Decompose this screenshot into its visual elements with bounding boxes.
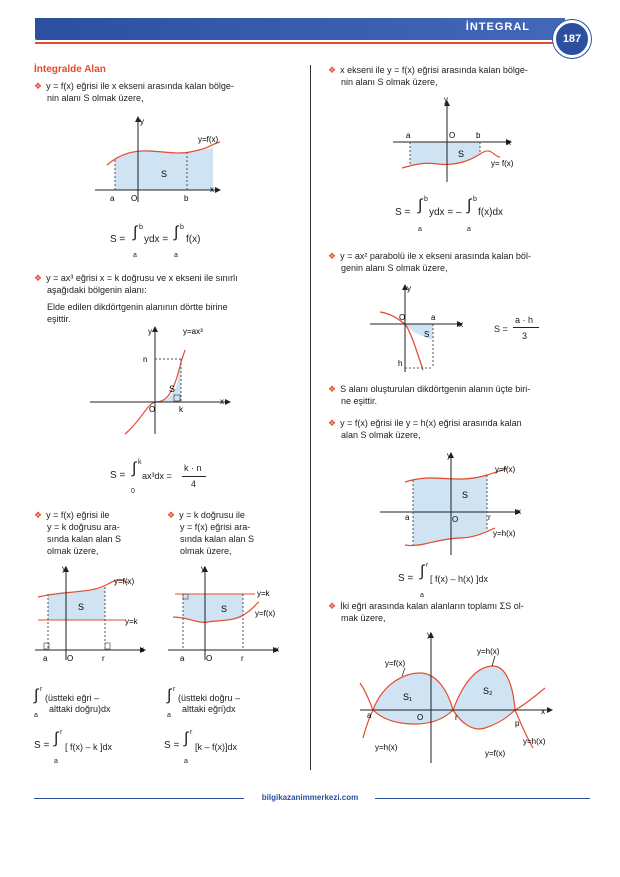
region-label-s1: S₁	[403, 692, 413, 702]
integral-sign: ∫	[132, 460, 137, 477]
bullet-icon: ❖	[328, 65, 337, 75]
bullet-text: genin alanı S olmak üzere,	[341, 263, 448, 273]
formula-mid: ax³dx =	[142, 471, 172, 481]
upper-bound: b	[180, 224, 184, 231]
header-underline	[35, 42, 565, 44]
formula-lhs: S =	[164, 740, 180, 751]
integral-sign: ∫	[54, 730, 59, 747]
bullet-text: y = f(x) eğrisi ile x ekseni arasında kalan bölge-	[46, 81, 234, 91]
fraction-numerator: a · h	[515, 315, 534, 325]
axis-label-x: x	[275, 645, 279, 654]
upper-bound: b	[139, 224, 143, 231]
formula-lhs: S =	[110, 470, 126, 481]
origin-label: O	[452, 515, 459, 524]
bullet-curve-below-axis	[328, 64, 588, 88]
bullet-sum-of-areas	[328, 600, 590, 624]
page-number: 187	[553, 20, 591, 58]
curve-label-top: y=f(x)	[495, 465, 516, 474]
bullet-text: olmak üzere,	[180, 546, 232, 556]
axis-label-x: x	[140, 645, 144, 654]
line-label: y=k	[257, 589, 270, 598]
origin-label: O	[399, 313, 406, 322]
region-label: S	[161, 169, 168, 179]
fraction-numerator: k · n	[184, 463, 202, 473]
origin-label: O	[206, 654, 213, 663]
axis-label-x: x	[507, 138, 511, 147]
axis-label-x: x	[541, 707, 545, 716]
curve-label: y=f(x)	[255, 609, 276, 618]
bullet-text: nin alanı S olmak üzere,	[47, 93, 144, 103]
point-label-a: a	[406, 131, 411, 140]
chapter-title: İNTEGRAL	[465, 21, 530, 33]
curve-label-bottom: y=h(x)	[493, 529, 516, 538]
bullet-text: y = k doğrusu ile	[179, 510, 245, 520]
axis-label-x: x	[210, 185, 214, 194]
bullet-text: olmak üzere,	[47, 546, 99, 556]
lower-bound: 0	[131, 488, 135, 495]
fraction-denominator: 3	[522, 331, 528, 341]
bullet-text: mak üzere,	[341, 613, 386, 623]
axis-label-y: y	[62, 564, 66, 573]
upper-bound: k	[138, 459, 142, 466]
integral-sign: ∫	[34, 687, 39, 704]
point-label-b: b	[184, 194, 189, 203]
axis-label-x: x	[220, 397, 224, 406]
bullet-text: S alanı oluşturulan dikdörtgenin alanın üçte biri-	[340, 384, 531, 394]
point-label-r: r	[488, 513, 491, 522]
graph-area-under-curve	[95, 112, 230, 207]
bullet-text: y = f(x) eğrisi ile	[46, 510, 110, 520]
axis-label-x: x	[517, 507, 521, 516]
section-title: İntegralde Alan	[34, 64, 106, 75]
curve-label: y=f(x)	[114, 577, 135, 586]
upper-bound: b	[424, 196, 428, 203]
bullet-text: y = f(x) eğrisi ile y = h(x) eğrisi arasında kalan	[340, 418, 522, 428]
bullet-icon: ❖	[34, 510, 43, 520]
point-label-a: a	[43, 654, 48, 663]
upper-bound: r	[60, 729, 63, 736]
bullet-text: sında kalan alan S	[47, 534, 122, 544]
bullet-cubic-area	[34, 272, 299, 296]
region-label: S	[462, 490, 469, 500]
fraction-bar	[513, 327, 539, 328]
formula-lhs: S =	[398, 573, 414, 584]
axis-label-x: x	[459, 320, 463, 329]
bullet-text: y = ax³ eğrisi x = k doğrusu ve x ekseni ile sınırlı	[46, 273, 238, 283]
formula-mid: ydx =	[144, 234, 169, 245]
bullet-between-two-curves	[328, 417, 590, 441]
bullet-icon: ❖	[328, 251, 337, 261]
bullet-text: ne eşittir.	[341, 396, 378, 406]
curve-label-fx: y=f(x)	[385, 659, 406, 668]
note-text: eşittir.	[47, 314, 71, 324]
lower-bound: a	[34, 712, 38, 719]
bullet-icon: ❖	[328, 418, 337, 428]
formula-mid: ydx = –	[429, 207, 462, 218]
bullet-parabola-area	[328, 250, 590, 274]
origin-label: O	[131, 194, 138, 203]
lower-bound: a	[174, 252, 178, 259]
lower-bound: a	[184, 758, 188, 765]
point-label-n: n	[143, 355, 148, 364]
formula-lhs: S =	[395, 207, 411, 218]
formula-rhs: [ f(x) – h(x) ]dx	[430, 574, 489, 584]
graph-curve-below-axis	[388, 94, 523, 184]
point-label-b: b	[476, 131, 481, 140]
bullet-text: aşağıdaki bölgenin alanı:	[47, 285, 147, 295]
bullet-icon: ❖	[34, 273, 43, 283]
bullet-text: x ekseni ile y = f(x) eğrisi arasında kalan bölge-	[340, 65, 528, 75]
region-label: S	[78, 602, 85, 612]
lower-bound: a	[467, 226, 471, 233]
integral-sign: ∫	[167, 687, 172, 704]
bullet-text: y = f(x) eğrisi ara-	[180, 522, 251, 532]
lower-bound: a	[133, 252, 137, 259]
curve-label-fx-bottom: y=f(x)	[485, 749, 506, 758]
point-label-h: h	[398, 359, 403, 368]
formula-lhs: S =	[494, 324, 508, 334]
integral-sign: ∫	[418, 197, 423, 214]
upper-bound: r	[173, 686, 176, 693]
point-label-k: k	[179, 405, 183, 414]
point-label-a: a	[367, 711, 372, 720]
formula-rhs: f(x)	[186, 234, 201, 245]
axis-label-y: y	[407, 284, 411, 293]
line-label: y=k	[125, 617, 138, 626]
curve-label-hx: y=h(x)	[477, 647, 500, 656]
bullet-icon: ❖	[34, 81, 43, 91]
curve-label: y=ax³	[183, 327, 203, 336]
region-label-s2: S₂	[483, 686, 493, 696]
bullet-icon: ❖	[328, 601, 337, 611]
note-text: Elde edilen dikdörtgenin alanının dörtte birine	[47, 302, 228, 312]
axis-label-y: y	[427, 630, 431, 639]
graph-cubic	[85, 322, 235, 437]
bullet-line-above-curve	[167, 509, 292, 557]
column-divider	[310, 65, 311, 770]
bullet-text: y = k doğrusu ara-	[47, 522, 120, 532]
footer-website[interactable]: bilgikazanimmerkezi.com	[261, 793, 359, 802]
axis-label-y: y	[140, 117, 144, 126]
lower-bound: a	[167, 712, 171, 719]
point-label-p: p	[515, 719, 520, 728]
bullet-icon: ❖	[167, 510, 176, 520]
axis-label-y: y	[201, 564, 205, 573]
integral-sign: ∫	[174, 224, 179, 241]
region-label: S	[458, 149, 465, 159]
lower-bound: a	[420, 592, 424, 599]
formula-rhs: [ f(x) – k ]dx	[65, 742, 113, 752]
integral-sign: ∫	[420, 563, 425, 580]
curve-label-hx-right: y=h(x)	[523, 737, 546, 746]
formula-text: (üstteki doğru –	[178, 693, 241, 703]
graph-curve-above-line	[30, 562, 155, 667]
point-label-a: a	[180, 654, 185, 663]
fraction-denominator: 4	[191, 479, 197, 489]
graph-parabola	[365, 282, 475, 374]
lower-bound: a	[54, 758, 58, 765]
formula-lhs: S =	[34, 740, 50, 751]
origin-label: O	[449, 131, 456, 140]
upper-bound: r	[190, 729, 193, 736]
region-label: S	[221, 604, 228, 614]
lower-bound: a	[418, 226, 422, 233]
curve-label: y= f(x)	[491, 159, 514, 168]
origin-label: O	[67, 654, 74, 663]
bullet-parabola-note	[328, 383, 590, 407]
formula-lhs: S =	[110, 234, 126, 245]
axis-label-y: y	[148, 327, 152, 336]
upper-bound: r	[40, 686, 43, 693]
bullet-text: alan S olmak üzere,	[341, 430, 421, 440]
bullet-area-under-curve	[34, 80, 294, 104]
axis-label-y: y	[444, 95, 448, 104]
point-label-a: a	[431, 313, 436, 322]
bullet-curve-above-line	[34, 509, 154, 557]
curve-label: y=f(x)	[198, 135, 219, 144]
formula-text: alttaki eğri)dx	[182, 704, 236, 714]
point-label-a: a	[405, 513, 410, 522]
origin-label: O	[417, 713, 424, 722]
bullet-text: sında kalan alan S	[180, 534, 255, 544]
formula-text: (üstteki eğri –	[45, 693, 100, 703]
integral-sign: ∫	[184, 730, 189, 747]
graph-between-two-curves	[375, 450, 535, 560]
upper-bound: b	[473, 196, 477, 203]
graph-line-above-curve	[163, 562, 288, 667]
bullet-text: İki eğri arasında kalan alanların toplamı ΣS ol-	[340, 601, 524, 611]
bullet-text: nin alanı S olmak üzere,	[341, 77, 438, 87]
formula-rhs: [k – f(x)]dx	[195, 742, 238, 752]
point-label-r: r	[241, 654, 244, 663]
axis-label-y: y	[447, 451, 451, 460]
integral-sign: ∫	[133, 224, 138, 241]
bullet-text: y = ax² parabolü ile x ekseni arasında kalan böl-	[340, 251, 531, 261]
point-label-r: r	[455, 713, 458, 722]
point-label-r: r	[102, 654, 105, 663]
graph-sum-of-areas	[355, 628, 570, 768]
upper-bound: r	[426, 562, 429, 569]
formula-text: alttaki doğru)dx	[49, 704, 111, 714]
curve-label-hx-left: y=h(x)	[375, 743, 398, 752]
page-header	[35, 18, 615, 48]
origin-label: O	[149, 405, 156, 414]
bullet-icon: ❖	[328, 384, 337, 394]
integral-sign: ∫	[467, 197, 472, 214]
fraction-bar	[182, 476, 206, 477]
formula-rhs: f(x)dx	[478, 207, 503, 218]
region-label: S	[169, 384, 176, 394]
region-label: S	[424, 330, 430, 339]
point-label-a: a	[110, 194, 115, 203]
